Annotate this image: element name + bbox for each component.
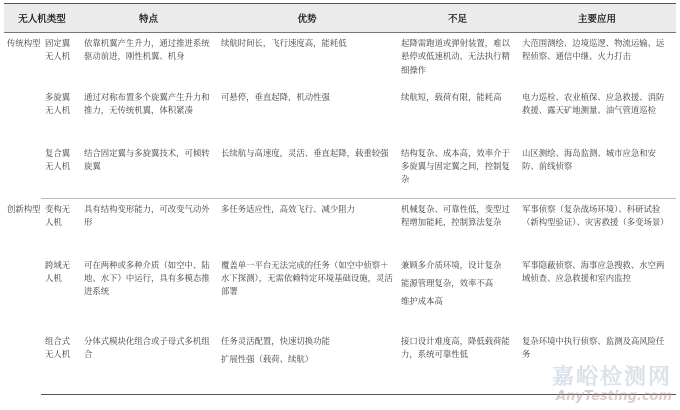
table-body <box>4 33 676 395</box>
disadvantages-cell <box>397 199 518 255</box>
disadvantages-cell <box>397 255 518 331</box>
advantages-text: 覆盖单一平台无法完成的任务（如空中侦察＋水下探测），无需依赖特定环境基础设施，灵活部署 <box>221 259 393 297</box>
subtype-cell: 固定翼无人机 <box>45 38 71 62</box>
disadvantages-cell <box>397 143 518 199</box>
table-row <box>4 199 676 255</box>
header-features: 特点 <box>80 4 217 33</box>
advantages-cell <box>217 87 397 143</box>
advantages-text: 任务灵活配置，快速切换功能 <box>221 335 330 346</box>
advantages-text: 扩展性强（载荷、续航） <box>221 353 314 364</box>
header-uav-type: 无人机类型 <box>4 4 80 33</box>
disadvantages-text: 机械复杂、可靠性低，变型过程增加能耗，控制算法复杂 <box>401 204 510 228</box>
disadvantages-text: 续航短，载荷有限，能耗高 <box>401 91 502 102</box>
category-cell <box>4 199 41 395</box>
applications-cell <box>518 255 676 331</box>
applications-text: 复杂环境中执行侦察、监测及高风险任务 <box>522 335 665 359</box>
applications-text: 军事侦察（复杂战场环境）、科研试验（新构型验证）、灾害救援（多变场景） <box>522 204 669 228</box>
subtype-cell: 变构无人机 <box>45 204 71 228</box>
page <box>0 3 680 410</box>
category-cell <box>4 33 41 199</box>
subtype-cell: 跨域无人机 <box>45 259 71 283</box>
advantages-cell <box>217 33 397 87</box>
header-disadvantages: 不足 <box>397 4 518 33</box>
applications-text: 大范围测绘、边境巡逻、物流运输、远程侦察、通信中继、火力打击 <box>522 38 665 62</box>
table-row <box>4 255 676 331</box>
table-row <box>4 331 676 395</box>
features-cell <box>80 143 217 199</box>
advantages-text: 多任务适应性，高效飞行、减少阻力 <box>221 204 356 214</box>
features-text: 结合固定翼与多旋翼技术，可倾转旋翼 <box>84 147 210 171</box>
applications-text: 军事隐蔽侦察、海事应急搜救、水空两域侦查、应急救援和室内监控 <box>522 259 665 283</box>
features-text: 通过对称布置多个旋翼产生升力和推力，无传统机翼，体积紧凑 <box>84 91 210 115</box>
features-cell <box>80 199 217 255</box>
features-text: 分体式模块化组合或子母式多机组合 <box>84 335 210 359</box>
applications-text: 山区测绘、海岛监测、城市应急和安防、前线侦察 <box>522 147 657 171</box>
features-cell <box>80 255 217 331</box>
disadvantages-text: 起降需跑道或弹射装置，难以悬停或低速机动，无法执行精细操作 <box>401 38 510 75</box>
subtype-cell: 组合式无人机 <box>41 331 80 395</box>
disadvantages-text: 能源管理复杂，效率不高 <box>401 277 494 288</box>
disadvantages-text: 结构复杂、成本高，效率介于多旋翼与固定翼之间，控制复杂 <box>401 147 510 185</box>
disadvantages-text: 维护成本高 <box>401 296 443 307</box>
features-text: 依靠机翼产生升力，通过推进系统驱动前进，刚性机翼、机身 <box>84 38 210 62</box>
subtype-cell: 复合翼无人机 <box>41 143 80 199</box>
advantages-cell <box>217 143 397 199</box>
advantages-text: 可悬停，垂直起降，机动性强 <box>221 91 330 102</box>
applications-cell <box>518 33 676 87</box>
disadvantages-cell <box>397 87 518 143</box>
applications-cell <box>518 87 676 143</box>
header-advantages: 优势 <box>217 4 397 33</box>
category-label: 创新构型 <box>7 203 41 214</box>
features-cell <box>80 33 217 87</box>
advantages-cell <box>217 331 397 395</box>
applications-cell <box>518 199 676 255</box>
advantages-text: 长续航与高速度，灵活、垂直起降，载重较强 <box>221 147 389 158</box>
table-header-row <box>4 4 676 33</box>
advantages-cell <box>217 255 397 331</box>
disadvantages-cell <box>397 33 518 87</box>
category-label: 传统构型 <box>7 38 41 48</box>
table-row <box>4 87 676 143</box>
watermark-cn: 嘉峪检测网 <box>551 365 672 390</box>
table-row <box>4 143 676 199</box>
applications-cell <box>518 143 676 199</box>
features-text: 具有结构变形能力，可改变气动外形 <box>84 204 210 228</box>
disadvantages-text: 接口设计难度高，降低载荷能力，系统可靠性低 <box>401 335 510 359</box>
watermark-en: AnyTesting.com <box>556 389 672 404</box>
applications-cell <box>518 331 676 395</box>
disadvantages-cell <box>397 331 518 395</box>
applications-text: 电力巡检、农业植保、应急救援、消防救援、露天矿地测量、油气管道巡检 <box>522 91 665 115</box>
features-cell <box>80 87 217 143</box>
advantages-cell <box>217 199 397 255</box>
features-text: 可在两种或多种介质（如空中、陆地、水下）中运行，具有多模态推进系统 <box>84 259 210 297</box>
disadvantages-text: 兼顾多介质环境，设计复杂 <box>401 259 502 270</box>
table-row <box>4 33 676 87</box>
features-cell <box>80 331 217 395</box>
uav-comparison-table <box>4 3 676 395</box>
header-applications: 主要应用 <box>518 4 676 33</box>
subtype-cell: 多旋翼无人机 <box>45 91 71 115</box>
advantages-text: 续航时间长，飞行速度高，能耗低 <box>221 38 347 48</box>
